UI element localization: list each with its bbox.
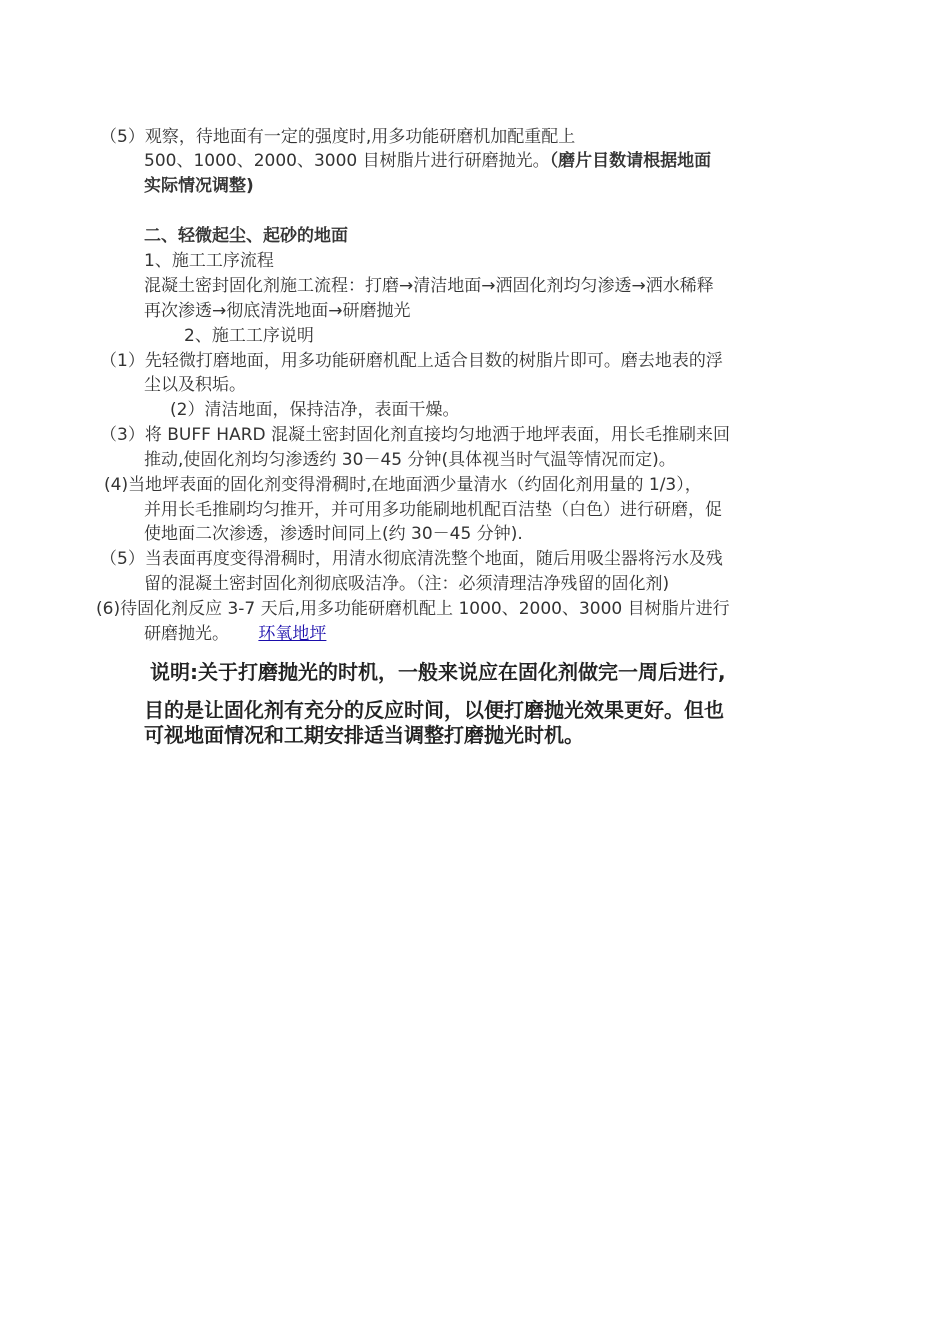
note-line3: 可视地面情况和工期安排适当调整打磨抛光时机。 — [144, 723, 584, 747]
step4-line3: 使地面二次渗透，渗透时间同上(约 30－45 分钟). — [144, 524, 523, 544]
step2-line: (2）清洁地面，保持洁净，表面干燥。 — [170, 400, 460, 420]
step1-line2: 尘以及积垢。 — [144, 375, 246, 395]
note-line1: 说明:关于打磨抛光的时机，一般来说应在固化剂做完一周后进行, — [150, 660, 726, 684]
step4-line2: 并用长毛推刷均匀推开，并可用多功能刷地机配百洁垫（白色）进行研磨，促 — [144, 500, 722, 520]
step5-line1: （5）观察，待地面有一定的强度时,用多功能研磨机加配重配上 — [100, 127, 576, 147]
step1-line1: （1）先轻微打磨地面，用多功能研磨机配上适合目数的树脂片即可。磨去地表的浮 — [100, 351, 723, 371]
step5-line2-bold: （磨片目数请根据地面 — [549, 151, 712, 171]
step5-line2-text: 500、1000、2000、3000 目树脂片进行研磨抛光。 — [144, 151, 550, 171]
step6-line2 — [144, 622, 326, 646]
step6-line1: (6)待固化剂反应 3-7 天后,用多功能研磨机配上 1000、2000、3000 目树脂片进行 — [96, 599, 730, 619]
section2-sub2: 2、施工工序说明 — [184, 326, 314, 346]
note-line2: 目的是让固化剂有充分的反应时间，以便打磨抛光效果更好。但也 — [144, 698, 724, 722]
step3-line1: （3）将 BUFF HARD 混凝土密封固化剂直接均匀地洒于地坪表面，用长毛推刷来回 — [100, 425, 731, 445]
step5-line3-bold: 实际情况调整) — [144, 176, 254, 196]
step5-line2 — [144, 149, 711, 173]
flow-line2: 再次渗透→彻底清洗地面→研磨抛光 — [144, 301, 411, 321]
step6-line2-text: 研磨抛光。 — [144, 624, 229, 644]
step5b-line1: （5）当表面再度变得滑稠时，用清水彻底清洗整个地面，随后用吸尘器将污水及残 — [100, 549, 723, 569]
section2-sub1: 1、施工工序流程 — [144, 251, 274, 271]
step4-line1: (4)当地坪表面的固化剂变得滑稠时,在地面洒少量清水（约固化剂用量的 1/3）， — [104, 475, 702, 495]
epoxy-floor-link[interactable]: 环氧地坪 — [258, 624, 327, 644]
flow-line1: 混凝土密封固化剂施工流程：打磨→清洁地面→洒固化剂均匀渗透→洒水稀释 — [144, 276, 714, 296]
section2-title: 二、轻微起尘、起砂的地面 — [144, 226, 348, 246]
step5b-line2: 留的混凝土密封固化剂彻底吸洁净。（注：必须清理洁净残留的固化剂) — [144, 574, 670, 594]
step3-line2: 推动,使固化剂均匀渗透约 30－45 分钟(具体视当时气温等情况而定)。 — [144, 450, 676, 470]
